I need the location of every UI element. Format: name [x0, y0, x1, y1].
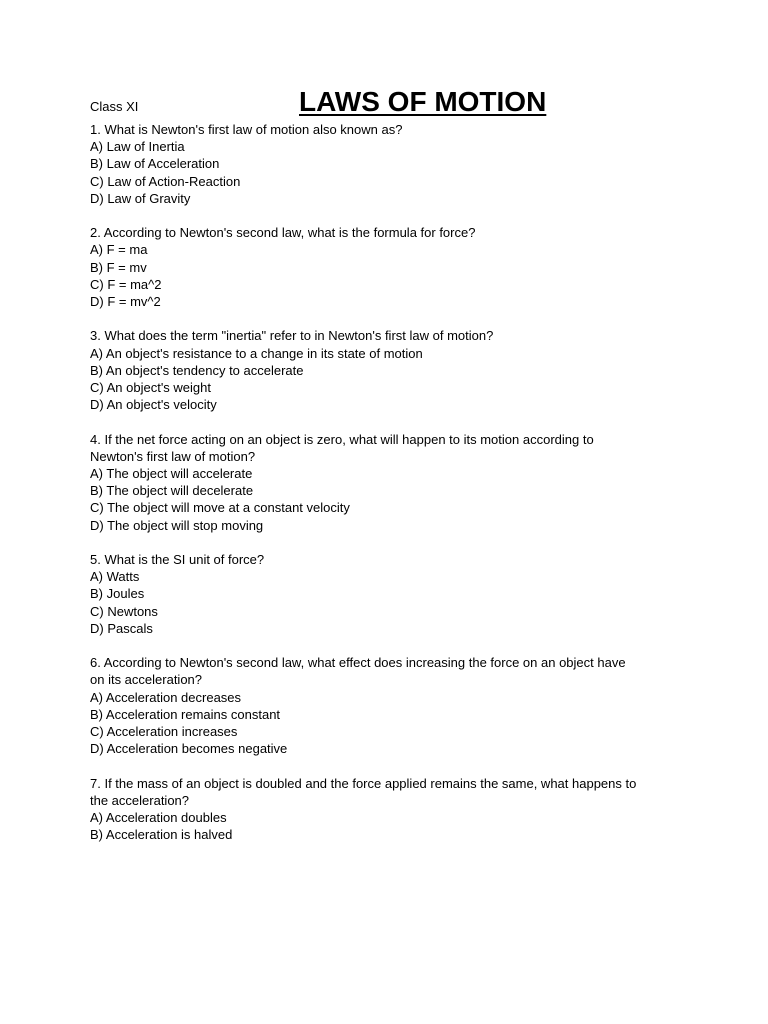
question-stem: 4. If the net force acting on an object is zero, what will happen to its motion according to: [90, 431, 594, 447]
answer-option-a: A) Watts: [90, 569, 140, 585]
question-stem: 7. If the mass of an object is doubled and the force applied remains the same, what happens to: [90, 775, 637, 791]
question-7: [90, 775, 690, 844]
question-1: [90, 121, 690, 207]
answer-option-c: C) Acceleration increases: [90, 724, 238, 740]
answer-option-a: A) F = ma: [90, 242, 148, 258]
answer-option-a: A) Law of Inertia: [90, 139, 185, 155]
answer-option-a: A) Acceleration doubles: [90, 810, 227, 826]
answer-option-b: B) Law of Acceleration: [90, 156, 220, 172]
answer-option-d: D) An object's velocity: [90, 397, 217, 413]
question-stem: 1. What is Newton's first law of motion also known as?: [90, 122, 403, 137]
question-list: [90, 121, 690, 861]
class-label: Class XI: [90, 99, 139, 114]
answer-option-a: A) An object's resistance to a change in its state of motion: [90, 345, 423, 361]
answer-option-b: B) Joules: [90, 586, 145, 602]
question-stem: 6. According to Newton's second law, what effect does increasing the force on an object have: [90, 655, 626, 671]
answer-option-b: B) Acceleration remains constant: [90, 706, 281, 722]
answer-option-a: A) Acceleration decreases: [90, 689, 242, 705]
answer-option-a: A) The object will accelerate: [90, 466, 253, 482]
answer-option-b: B) An object's tendency to accelerate: [90, 362, 304, 378]
answer-option-b: B) Acceleration is halved: [90, 827, 233, 843]
question-3: [90, 327, 690, 413]
answer-option-d: D) F = mv^2: [90, 294, 161, 310]
question-5: [90, 551, 690, 637]
question-2: [90, 224, 690, 310]
answer-option-b: B) F = mv: [90, 259, 147, 275]
question-stem-continued: Newton's first law of motion?: [90, 448, 256, 464]
answer-option-c: C) The object will move at a constant velocity: [90, 500, 350, 516]
answer-option-c: C) F = ma^2: [90, 276, 162, 292]
document-header: [90, 86, 710, 120]
question-stem: 3. What does the term "inertia" refer to in Newton's first law of motion?: [90, 328, 494, 344]
question-4: [90, 431, 690, 534]
question-stem: 5. What is the SI unit of force?: [90, 552, 265, 568]
answer-option-c: C) An object's weight: [90, 380, 211, 396]
answer-option-b: B) The object will decelerate: [90, 483, 254, 499]
question-stem-continued: the acceleration?: [90, 792, 190, 808]
answer-option-d: D) Acceleration becomes negative: [90, 741, 288, 757]
answer-option-d: D) Pascals: [90, 620, 153, 636]
answer-option-d: D) The object will stop moving: [90, 517, 264, 533]
question-stem: 2. According to Newton's second law, what is the formula for force?: [90, 225, 476, 241]
answer-option-d: D) Law of Gravity: [90, 190, 191, 206]
document-title: LAWS OF MOTION: [299, 86, 547, 117]
answer-option-c: C) Law of Action-Reaction: [90, 173, 241, 189]
question-stem-continued: on its acceleration?: [90, 672, 203, 688]
answer-option-c: C) Newtons: [90, 603, 158, 619]
question-6: [90, 654, 690, 757]
